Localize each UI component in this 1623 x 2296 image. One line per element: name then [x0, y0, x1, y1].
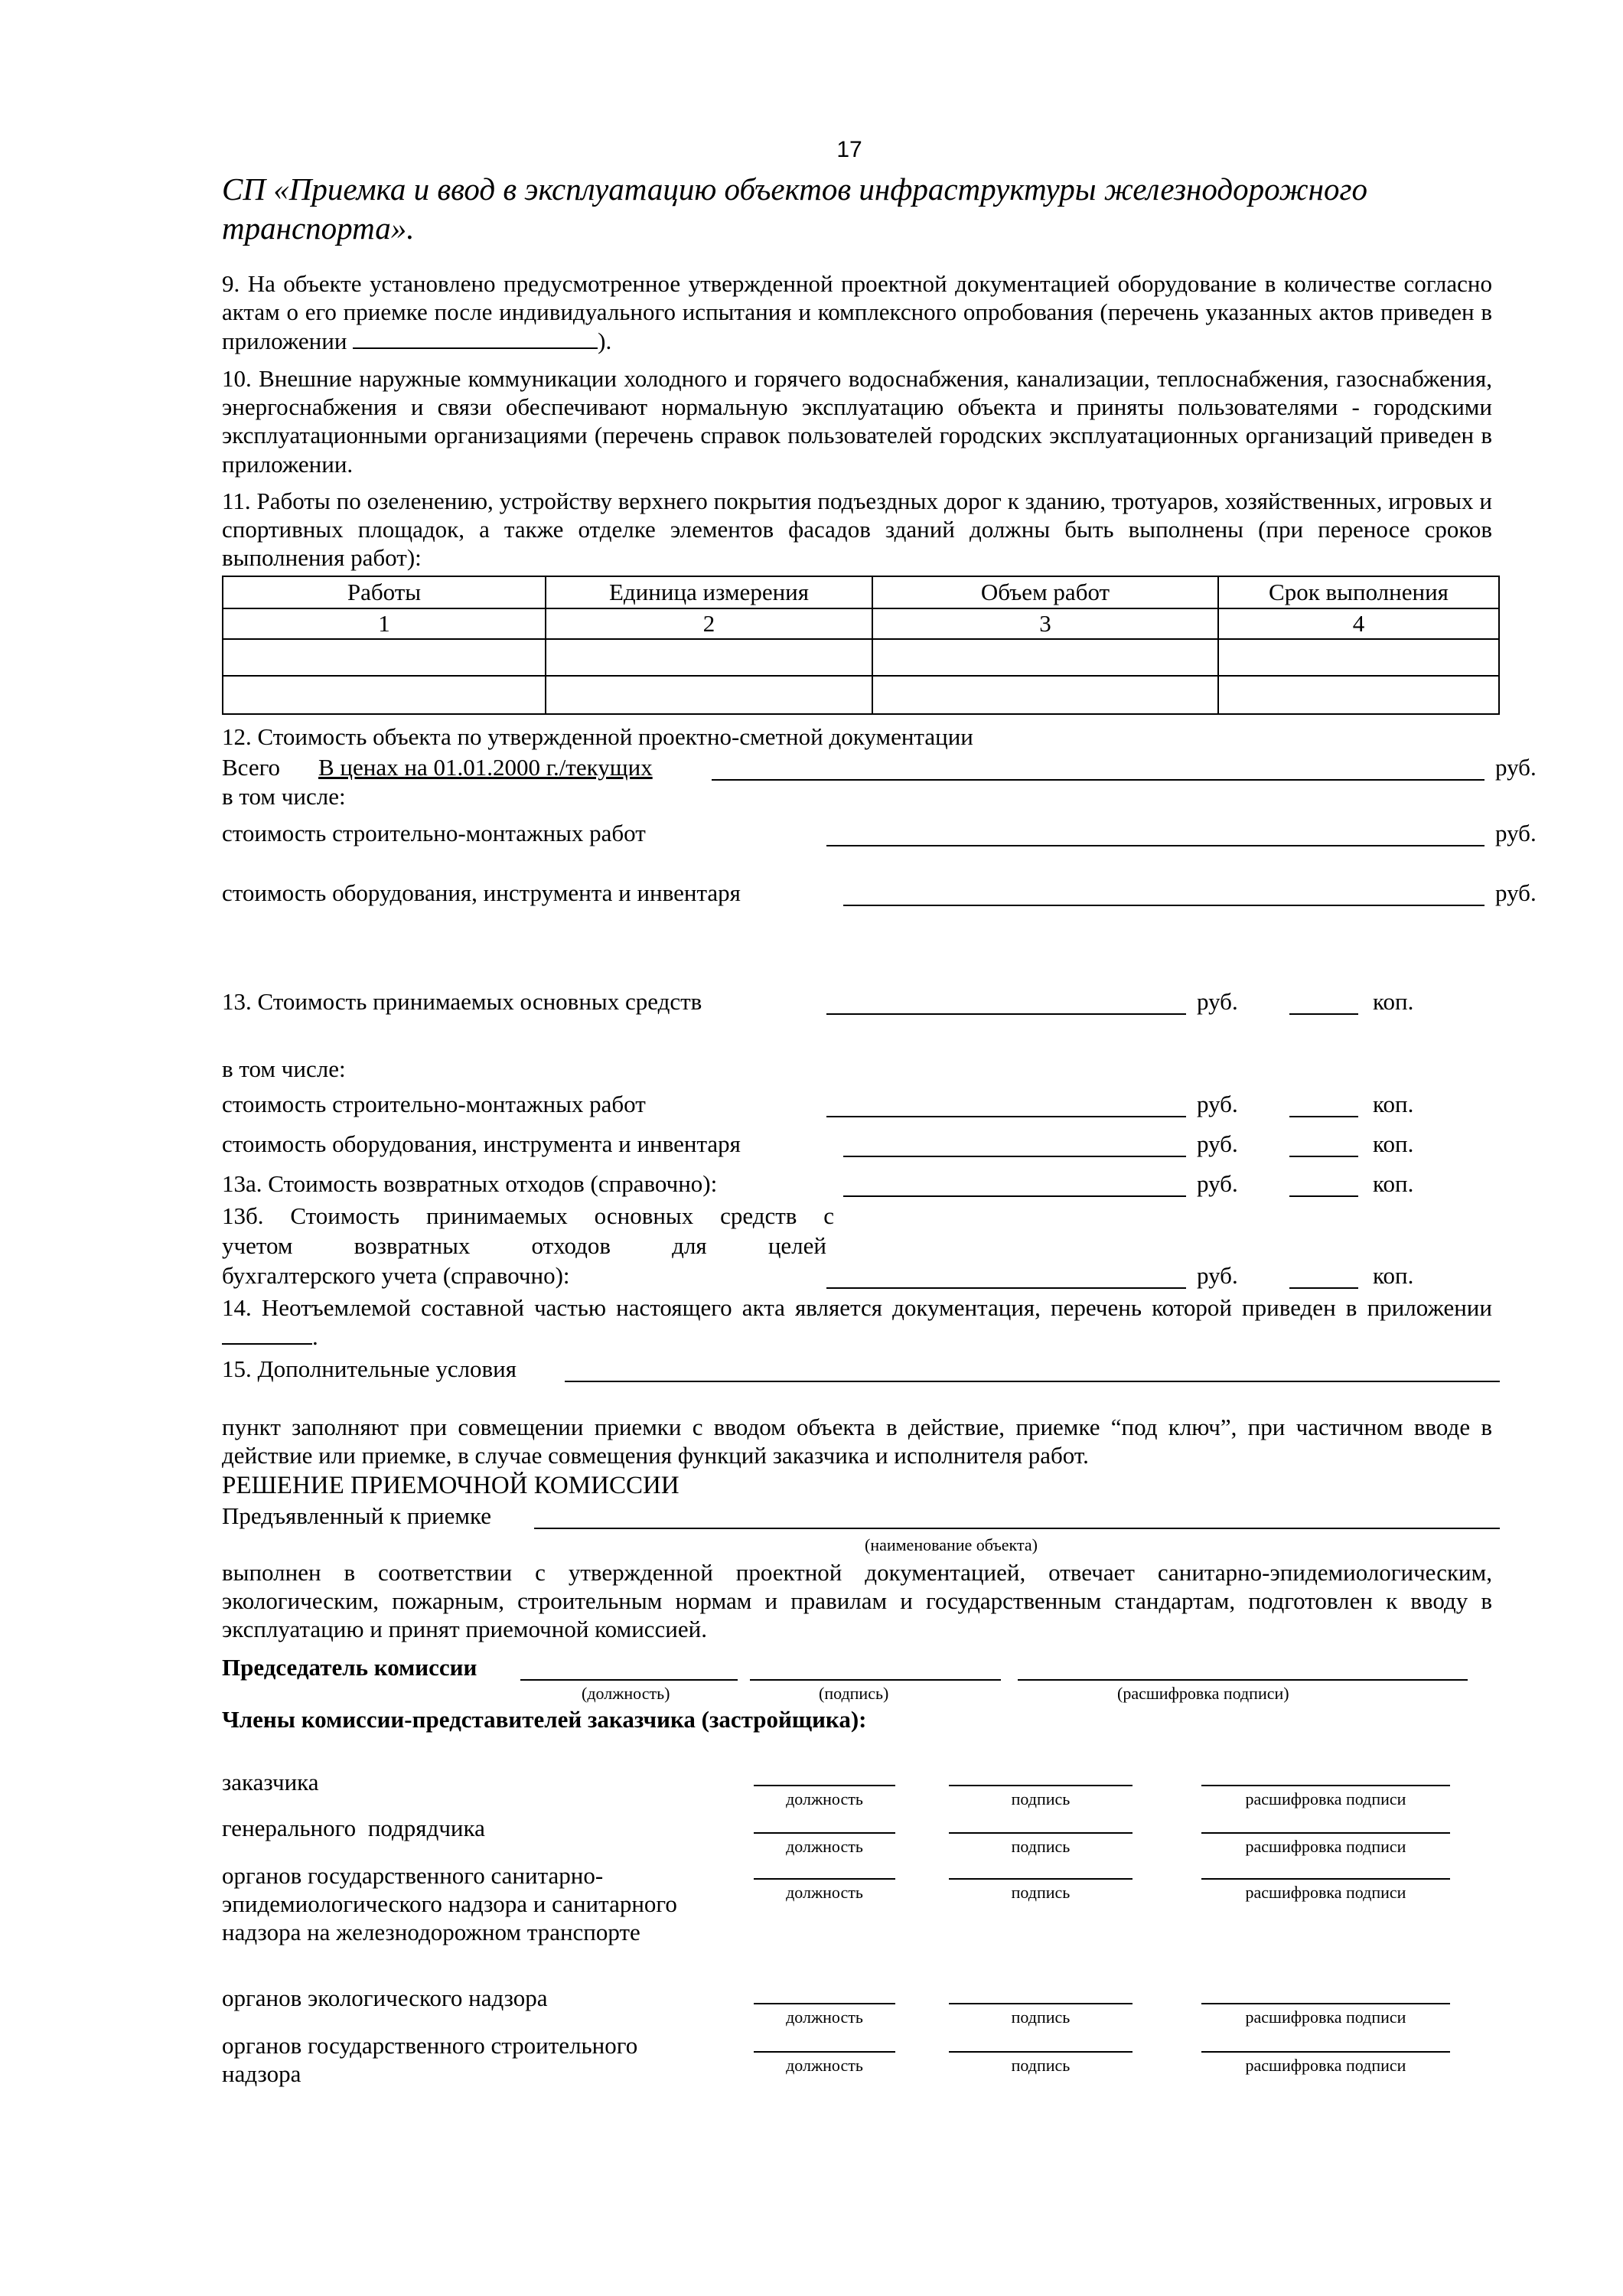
- rub-label: руб.: [1197, 1091, 1238, 1117]
- works-cell[interactable]: [546, 639, 872, 676]
- item-13b-line1: 13б. Стоимость принимаемых основных средств с: [222, 1202, 834, 1229]
- item-12-equipment-field[interactable]: [843, 905, 1484, 906]
- page-number: 17: [836, 137, 862, 162]
- works-header-cell: Срок выполнения: [1218, 576, 1499, 608]
- item-13b-label: бухгалтерского учета (справочно):: [222, 1262, 570, 1289]
- rub-label: руб.: [1495, 754, 1537, 781]
- item-9: [222, 269, 1492, 355]
- works-number-cell: 2: [546, 608, 872, 639]
- chairman-position-field[interactable]: [520, 1679, 738, 1681]
- kop-label: коп.: [1373, 988, 1414, 1015]
- member-name-caption[interactable]: расшифровка подписи: [1201, 1832, 1450, 1857]
- works-cell[interactable]: [546, 676, 872, 714]
- member-label-sanitary: органов государственного санитарно-эпидемиологического надзора и санитарного надзора на железнодорожном транспорте: [222, 1862, 677, 1946]
- member-signature-caption[interactable]: подпись: [949, 2003, 1133, 2027]
- item-13a-kop-field[interactable]: [1289, 1195, 1358, 1197]
- chairman-name-field[interactable]: [1018, 1679, 1468, 1681]
- works-cell[interactable]: [223, 676, 546, 714]
- member-signature-caption[interactable]: подпись: [949, 1785, 1133, 1809]
- conformity-text: выполнен в соответствии с утвержденной проектной документацией, отвечает санитарно-эпидемиологическим, экологическим, пожарным, строительным нормам и правилам и государственным стандартам, подготовлен к вводу в эксплуатацию и принят приемочной комиссией.: [222, 1559, 1492, 1643]
- chair-caption-position: (должность): [582, 1684, 670, 1703]
- member-name-caption[interactable]: расшифровка подписи: [1201, 1785, 1450, 1809]
- item-9-text: 9. На объекте установлено предусмотренное утвержденной проектной документацией оборудование в количестве согласно актам о его приемке после индивидуального испытания и комплексного опробования (перечень указанных актов приведен в приложении: [222, 270, 1492, 355]
- item-13-smr-label: стоимость строительно-монтажных работ: [222, 1091, 646, 1117]
- works-cell[interactable]: [1218, 676, 1499, 714]
- item-13-equipment-label: стоимость оборудования, инструмента и инвентаря: [222, 1130, 741, 1157]
- item-13b-kop-field[interactable]: [1289, 1287, 1358, 1289]
- member-position-caption[interactable]: должность: [754, 2051, 895, 2076]
- item-13-smr-kop-field[interactable]: [1289, 1116, 1358, 1117]
- item-9-end: ).: [598, 328, 612, 355]
- item-13-label: 13. Стоимость принимаемых основных средств: [222, 988, 702, 1015]
- item-14-text: 14. Неотъемлемой составной частью настоящего акта является документация, перечень которой приведен в приложении: [222, 1294, 1492, 1321]
- works-number-cell: 4: [1218, 608, 1499, 639]
- members-title: Члены комиссии-представителей заказчика (застройщика):: [222, 1706, 867, 1733]
- object-name-caption: (наименование объекта): [865, 1535, 1038, 1554]
- item-9-appendix-field[interactable]: [353, 326, 598, 349]
- fill-note: пункт заполняют при совмещении приемки с вводом объекта в действие, приемке “под ключ”, при частичном вводе в действие или приемке, в случае совмещения функций заказчика и исполнителя работ.: [222, 1414, 1492, 1469]
- item-12-including: в том числе:: [222, 783, 346, 810]
- member-position-caption[interactable]: должность: [754, 1832, 895, 1857]
- member-signature-caption[interactable]: подпись: [949, 2051, 1133, 2076]
- works-table: [222, 576, 1500, 715]
- item-12-smr-field[interactable]: [826, 845, 1484, 846]
- item-12-title: 12. Стоимость объекта по утвержденной проектно-сметной документации: [222, 723, 973, 750]
- item-15-field[interactable]: [565, 1381, 1500, 1382]
- item-10: 10. Внешние наружные коммуникации холодного и горячего водоснабжения, канализации, теплоснабжения, газоснабжения, энергоснабжения и связи обеспечивают нормальную эксплуатацию объекта и приняты пользователями - городскими эксплуатационными организациями (перечень справок пользователей городских эксплуатационных организаций приведен в приложении.: [222, 365, 1492, 478]
- item-14-appendix-field[interactable]: [222, 1322, 312, 1345]
- item-12-total-label: Всего: [222, 754, 281, 781]
- rub-label: руб.: [1197, 1130, 1238, 1157]
- item-13-including: в том числе:: [222, 1055, 346, 1082]
- kop-label: коп.: [1373, 1130, 1414, 1157]
- kop-label: коп.: [1373, 1091, 1414, 1117]
- item-12-total-field[interactable]: [712, 779, 1484, 781]
- item-12-equipment-label: стоимость оборудования, инструмента и инвентаря: [222, 879, 741, 906]
- rub-label: руб.: [1495, 879, 1537, 906]
- member-signature-caption[interactable]: подпись: [949, 1878, 1133, 1903]
- item-13b-rub-field[interactable]: [826, 1287, 1186, 1289]
- works-table-number-row: [223, 608, 1499, 639]
- item-15-label: 15. Дополнительные условия: [222, 1355, 517, 1382]
- rub-label: руб.: [1197, 1170, 1238, 1197]
- item-14-end: .: [312, 1323, 318, 1351]
- item-13-rub-field[interactable]: [826, 1013, 1186, 1015]
- works-cell[interactable]: [872, 676, 1218, 714]
- works-table-row: [223, 676, 1499, 714]
- item-13a-label: 13а. Стоимость возвратных отходов (справочно):: [222, 1170, 718, 1197]
- item-13-kop-field[interactable]: [1289, 1013, 1358, 1015]
- works-number-cell: 1: [223, 608, 546, 639]
- works-table-row: [223, 639, 1499, 676]
- decision-title: РЕШЕНИЕ ПРИЕМОЧНОЙ КОМИССИИ: [222, 1472, 680, 1499]
- works-cell[interactable]: [1218, 639, 1499, 676]
- works-header-cell: Единица измерения: [546, 576, 872, 608]
- rub-label: руб.: [1197, 988, 1238, 1015]
- object-name-field[interactable]: [534, 1528, 1500, 1529]
- item-13-equipment-rub-field[interactable]: [843, 1156, 1186, 1157]
- member-position-caption[interactable]: должность: [754, 1878, 895, 1903]
- member-position-caption[interactable]: должность: [754, 2003, 895, 2027]
- works-table-header-row: [223, 576, 1499, 608]
- works-cell[interactable]: [872, 639, 1218, 676]
- item-12-smr-label: стоимость строительно-монтажных работ: [222, 820, 646, 846]
- member-signature-caption[interactable]: подпись: [949, 1832, 1133, 1857]
- item-12-total-value: В ценах на 01.01.2000 г./текущих: [318, 754, 653, 781]
- works-header-cell: Работы: [223, 576, 546, 608]
- item-13-equipment-kop-field[interactable]: [1289, 1156, 1358, 1157]
- kop-label: коп.: [1373, 1262, 1414, 1289]
- works-cell[interactable]: [223, 639, 546, 676]
- member-label-ecological: органов экологического надзора: [222, 1985, 548, 2011]
- member-name-caption[interactable]: расшифровка подписи: [1201, 2051, 1450, 2076]
- document-header: СП «Приемка и ввод в эксплуатацию объектов инфраструктуры железнодорожного транспорта».: [222, 171, 1368, 246]
- works-number-cell: 3: [872, 608, 1218, 639]
- rub-label: руб.: [1197, 1262, 1238, 1289]
- item-14: [222, 1293, 1492, 1351]
- presented-label: Предъявленный к приемке: [222, 1502, 492, 1529]
- member-name-caption[interactable]: расшифровка подписи: [1201, 1878, 1450, 1903]
- member-position-caption[interactable]: должность: [754, 1785, 895, 1809]
- chair-caption-name: (расшифровка подписи): [1117, 1684, 1289, 1703]
- rub-label: руб.: [1495, 820, 1537, 846]
- chairman-label: Председатель комиссии: [222, 1654, 477, 1681]
- item-11: 11. Работы по озеленению, устройству верхнего покрытия подъездных дорог к зданию, тротуаров, хозяйственных, игровых и спортивных площадок, а также отделке элементов фасадов зданий должны быть выполнены (при переносе сроков выполнения работ):: [222, 488, 1492, 572]
- item-13b-line2: учетом возвратных отходов для целей: [222, 1232, 826, 1259]
- item-13a-rub-field[interactable]: [843, 1195, 1186, 1197]
- item-13-smr-rub-field[interactable]: [826, 1116, 1186, 1117]
- chairman-signature-field[interactable]: [750, 1679, 1001, 1681]
- member-label-customer: заказчика: [222, 1769, 319, 1795]
- member-label-general-contractor: генерального подрядчика: [222, 1815, 485, 1841]
- member-label-construction: органов государственного строительного надзора: [222, 2032, 638, 2088]
- works-header-cell: Объем работ: [872, 576, 1218, 608]
- kop-label: коп.: [1373, 1170, 1414, 1197]
- chair-caption-signature: (подпись): [819, 1684, 889, 1703]
- member-name-caption[interactable]: расшифровка подписи: [1201, 2003, 1450, 2027]
